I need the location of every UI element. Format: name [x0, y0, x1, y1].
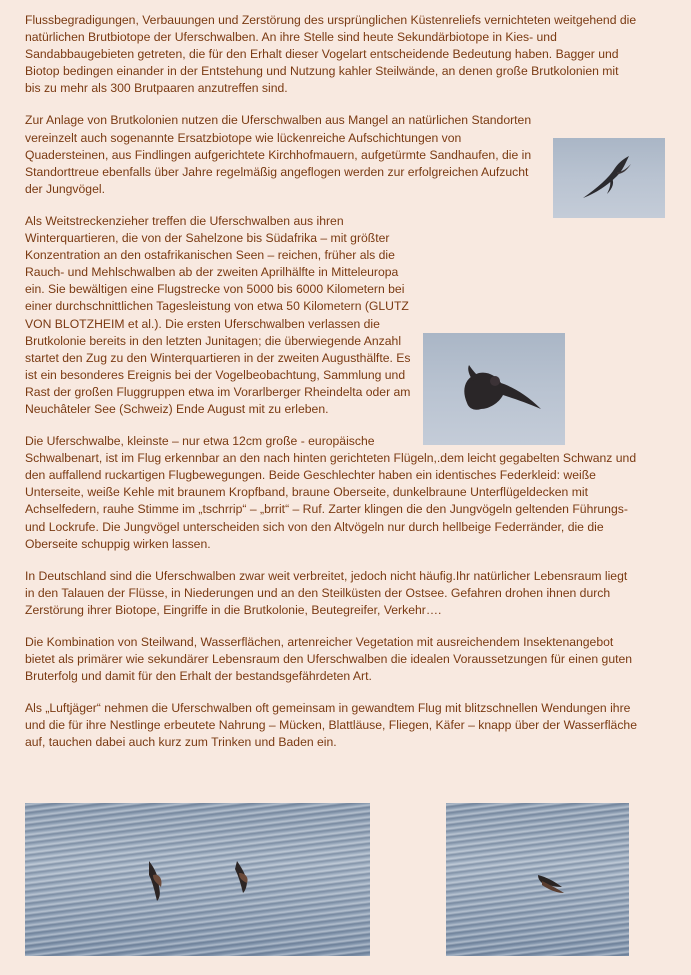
paragraph-1: Flussbegradigungen, Verbauungen und Zerstörung des ursprünglichen Küstenreliefs vernichteten weitgehend die natürlichen Brutbiotope der Uferschwalben. An ihre Stelle sind heute Sekundärbiotope in Kies- und Sandabbaugebieten getreten, die für den Erhalt dieser Vogelart entscheidende Bedeutung haben. Bagger und Biotop bedingen einander in der Entstehung und Nutzung kahler Steilwände, an denen große Brutkolonien mit bis zu mehr als 300 Brutpaaren anzutreffen sind. [25, 13, 637, 96]
paragraph-2 [25, 112, 637, 197]
paragraph-3 [25, 213, 637, 418]
paragraph-3-text: Als Weitstreckenzieher treffen die Uferschwalben aus ihren Winterquartieren, die von der Sahelzone bis Südafrika – mit größter Konzentration an den ostafrikanischen Seen – reichen, früher als die Rauch- und Mehlschwalben ab der zweiten Aprilhälfte in Mitteleuropa ein. Sie bewältigen eine Flugstrecke von 5000 bis 6000 Kilometern bei einer durchschnittlichen Tagesleistung von etwa 50 Kilometern (GLUTZ VON BLOTZHEIM et al.). Die ersten Uferschwalben verlassen die Brutkolonie bereits in den letzten Junitagen; die überwiegende Anzahl startet den Zug zu den Winterquartieren in der zweiten Augusthälfte. Es ist ein besonderes Ereignis bei der Vogelbeobachtung, Sammlung und Rast der großen Fluggruppen etwa im Vorarlberger Rheindelta oder am Neuchâteler See (Schweiz) Ende August mit zu erleben. [25, 213, 411, 416]
swallow-silhouette-icon [423, 333, 565, 445]
photo-swallow-over-water [446, 803, 629, 956]
paragraph-2-text: Zur Anlage von Brutkolonien nutzen die Uferschwalben aus Mangel an natürlichen Standorten vereinzelt auch sogenannte Ersatzbiotope wie lückenreiche Aufschichtungen von Quadersteinen, aus Findlingen aufgerichtete Kirchhofmauern, aufgetürmte Sandhaufen, die in Standorttreue ebenfalls über Jahre regelmäßig angeflogen werden zur erfolgreichen Aufzucht der Jungvögel. [25, 113, 532, 196]
photo-swallow-flying [423, 333, 565, 445]
swallow-silhouette-icon [553, 138, 665, 218]
swallow-pair-icon [25, 803, 370, 956]
paragraph-7: Als „Luftjäger“ nehmen die Uferschwalben oft gemeinsam in gewandtem Flug mit blitzschnellen Wendungen ihre und die für ihre Nestlinge erbeutete Nahrung – Mücken, Blattläuse, Fliegen, Käfer – knapp über der Wasserfläche auf, tauchen dabei auch kurz zum Trinken und Baden ein. [25, 701, 637, 750]
article-text [25, 12, 637, 767]
paragraph-6: Die Kombination von Steilwand, Wasserflächen, artenreicher Vegetation mit ausreichendem Insektenangebot bietet als primärer wie sekundärer Lebensraum den Uferschwalben die idealen Voraussetzungen für einen guten Bruterfolg und damit für den Erhalt der bestandsgefährdeten Art. [25, 635, 633, 684]
swallow-silhouette-icon [446, 803, 629, 956]
paragraph-4: Die Uferschwalbe, kleinste – nur etwa 12cm große - europäische Schwalbenart, ist im Flug erkennbar an den nach hinten gerichteten Flügeln,.dem leicht gegabelten Schwanz und den auffallend ruckartigen Flugbewegungen. Beide Geschlechter haben ein identisches Federkleid: weiße Unterseite, weiße Kehle mit braunem Kropfband, braune Oberseite, dunkelbraune Unterflügeldecken mit Achselfedern, rauhe Stimme im „tschrrip“ – „brrit“ – Ruf. Zarter klingen die den Jungvögeln geltenden Führungs- und Lockrufe. Die Jungvögel unterscheiden sich von den Altvögeln nur durch hellbeige Federränder, die die Oberseite schuppig wirken lassen. [25, 434, 637, 551]
photo-swallow-gliding [553, 138, 665, 218]
paragraph-5: In Deutschland sind die Uferschwalben zwar weit verbreitet, jedoch nicht häufig.Ihr natürlicher Lebensraum liegt in den Talauen der Flüsse, in Niederungen und an den Steilküsten der Ostsee. Gefahren drohen ihnen durch Zerstörung ihrer Biotope, Eingriffe in die Brutkolonie, Beutegreifer, Verkehr…. [25, 568, 628, 617]
photo-swallows-over-water [25, 803, 370, 956]
